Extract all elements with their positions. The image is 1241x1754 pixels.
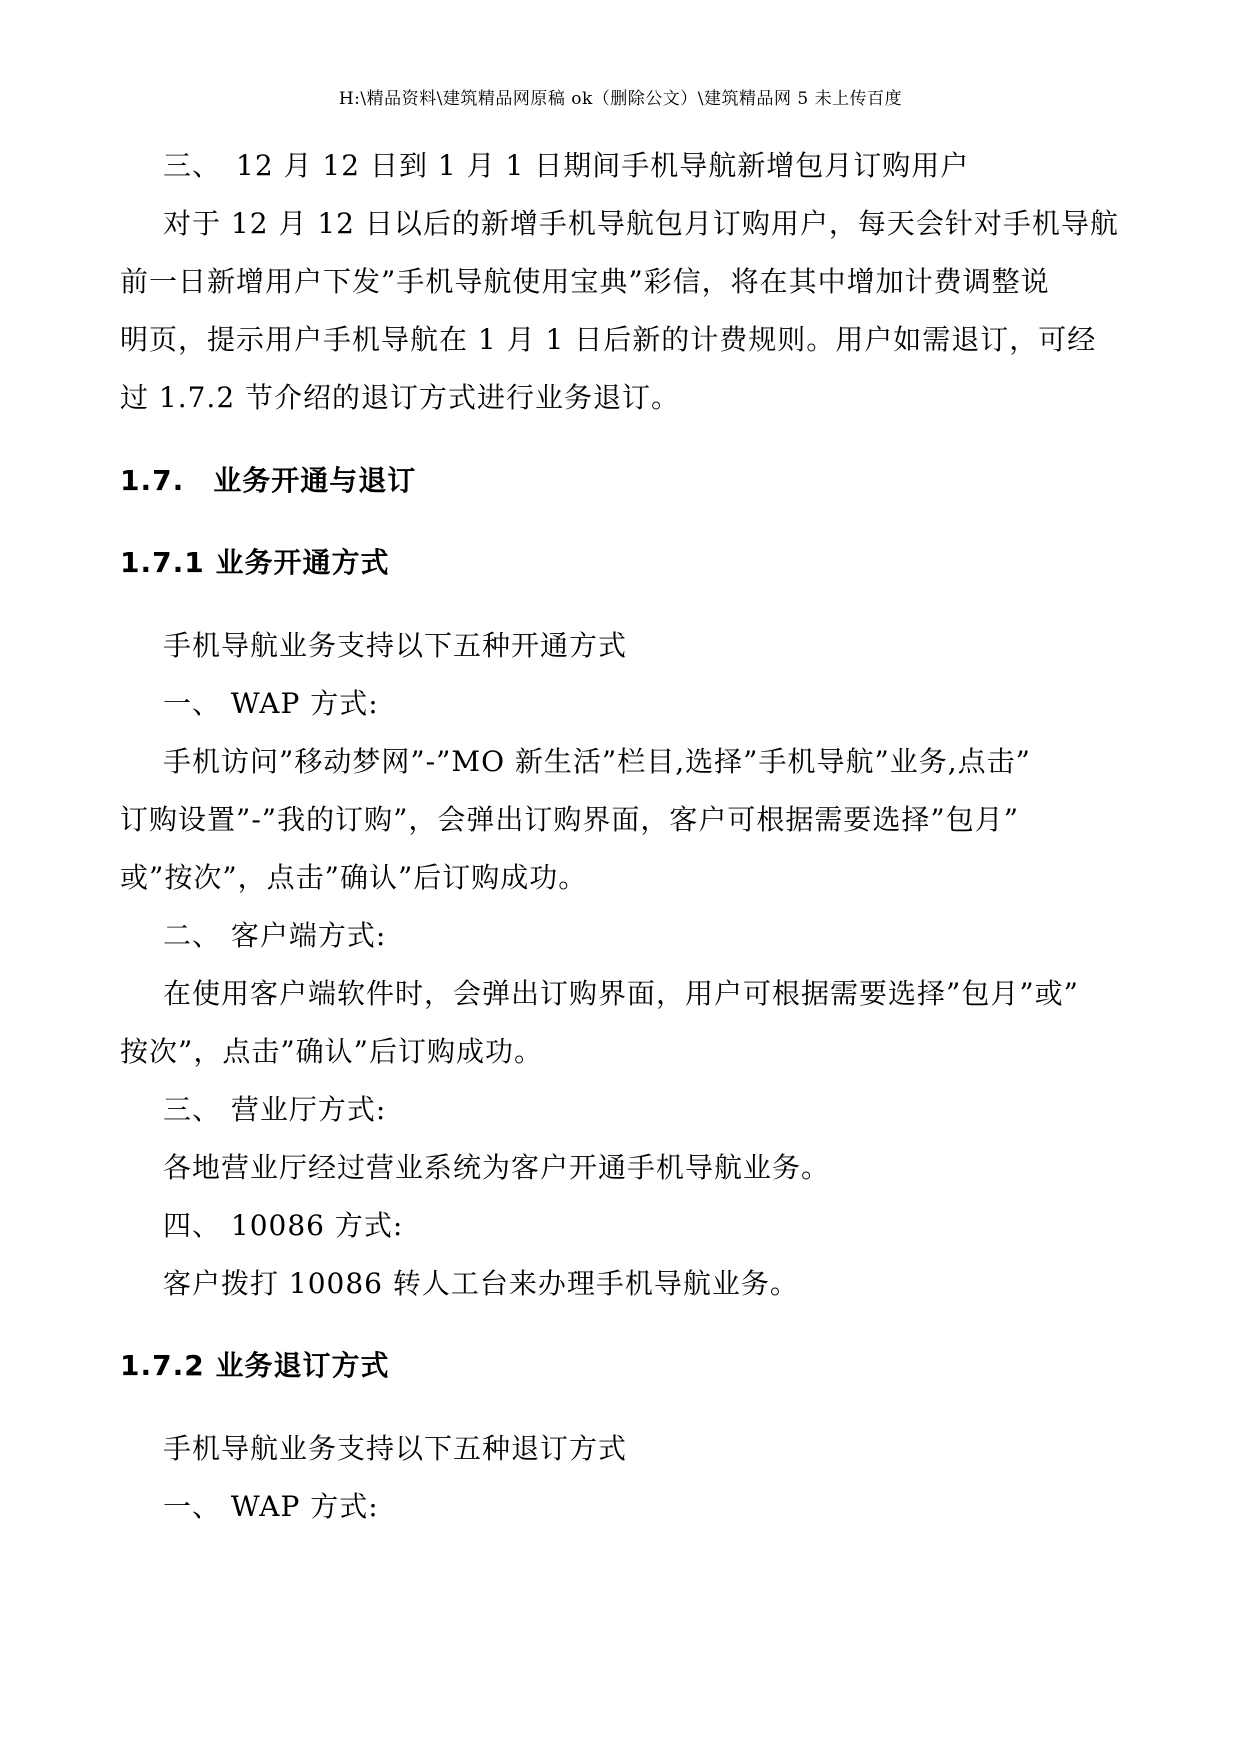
open-wap-title: 一、 WAP 方式: [163, 687, 379, 720]
open-intro: 手机导航业务支持以下五种开通方式 [163, 629, 628, 662]
cancel-intro: 手机导航业务支持以下五种退订方式 [163, 1432, 628, 1465]
open-10086-body: 客户拨打 10086 转人工台来办理手机导航业务。 [163, 1267, 799, 1300]
heading-1-7: 1.7. 业务开通与退订 [120, 464, 417, 497]
section-three-line-4: 过 1.7.2 节介绍的退订方式进行业务退订。 [120, 381, 681, 414]
open-client-title: 二、 客户端方式: [163, 919, 387, 952]
section-three-line-1: 对于 12 月 12 日以后的新增手机导航包月订购用户，每天会针对手机导航 [163, 207, 1119, 240]
heading-1-7-2: 1.7.2 业务退订方式 [120, 1349, 390, 1382]
section-three-line-3: 明页，提示用户手机导航在 1 月 1 日后新的计费规则。用户如需退订，可经 [120, 323, 1097, 356]
open-wap-line-2: 订购设置”-”我的订购”，会弹出订购界面，客户可根据需要选择”包月” [120, 803, 1020, 836]
open-hall-title: 三、 营业厅方式: [163, 1093, 387, 1126]
heading-1-7-1: 1.7.1 业务开通方式 [120, 546, 390, 579]
open-wap-line-3: 或”按次”，点击”确认”后订购成功。 [120, 861, 588, 894]
header-file-path: H:\精品资料\建筑精品网原稿 ok（删除公文）\建筑精品网 5 未上传百度 [338, 89, 903, 109]
open-client-line-1: 在使用客户端软件时，会弹出订购界面，用户可根据需要选择”包月”或” [163, 977, 1079, 1010]
open-wap-line-1: 手机访问”移动梦网”-”MO 新生活”栏目,选择”手机导航”业务,点击” [163, 745, 1031, 778]
section-three-title: 三、 12 月 12 日到 1 月 1 日期间手机导航新增包月订购用户 [163, 149, 970, 182]
open-10086-title: 四、 10086 方式: [163, 1209, 404, 1242]
open-client-line-2: 按次”，点击”确认”后订购成功。 [120, 1035, 543, 1068]
open-hall-body: 各地营业厅经过营业系统为客户开通手机导航业务。 [163, 1151, 831, 1184]
cancel-wap-title: 一、 WAP 方式: [163, 1490, 379, 1523]
section-three-line-2: 前一日新增用户下发”手机导航使用宝典”彩信，将在其中增加计费调整说 [120, 265, 1050, 298]
